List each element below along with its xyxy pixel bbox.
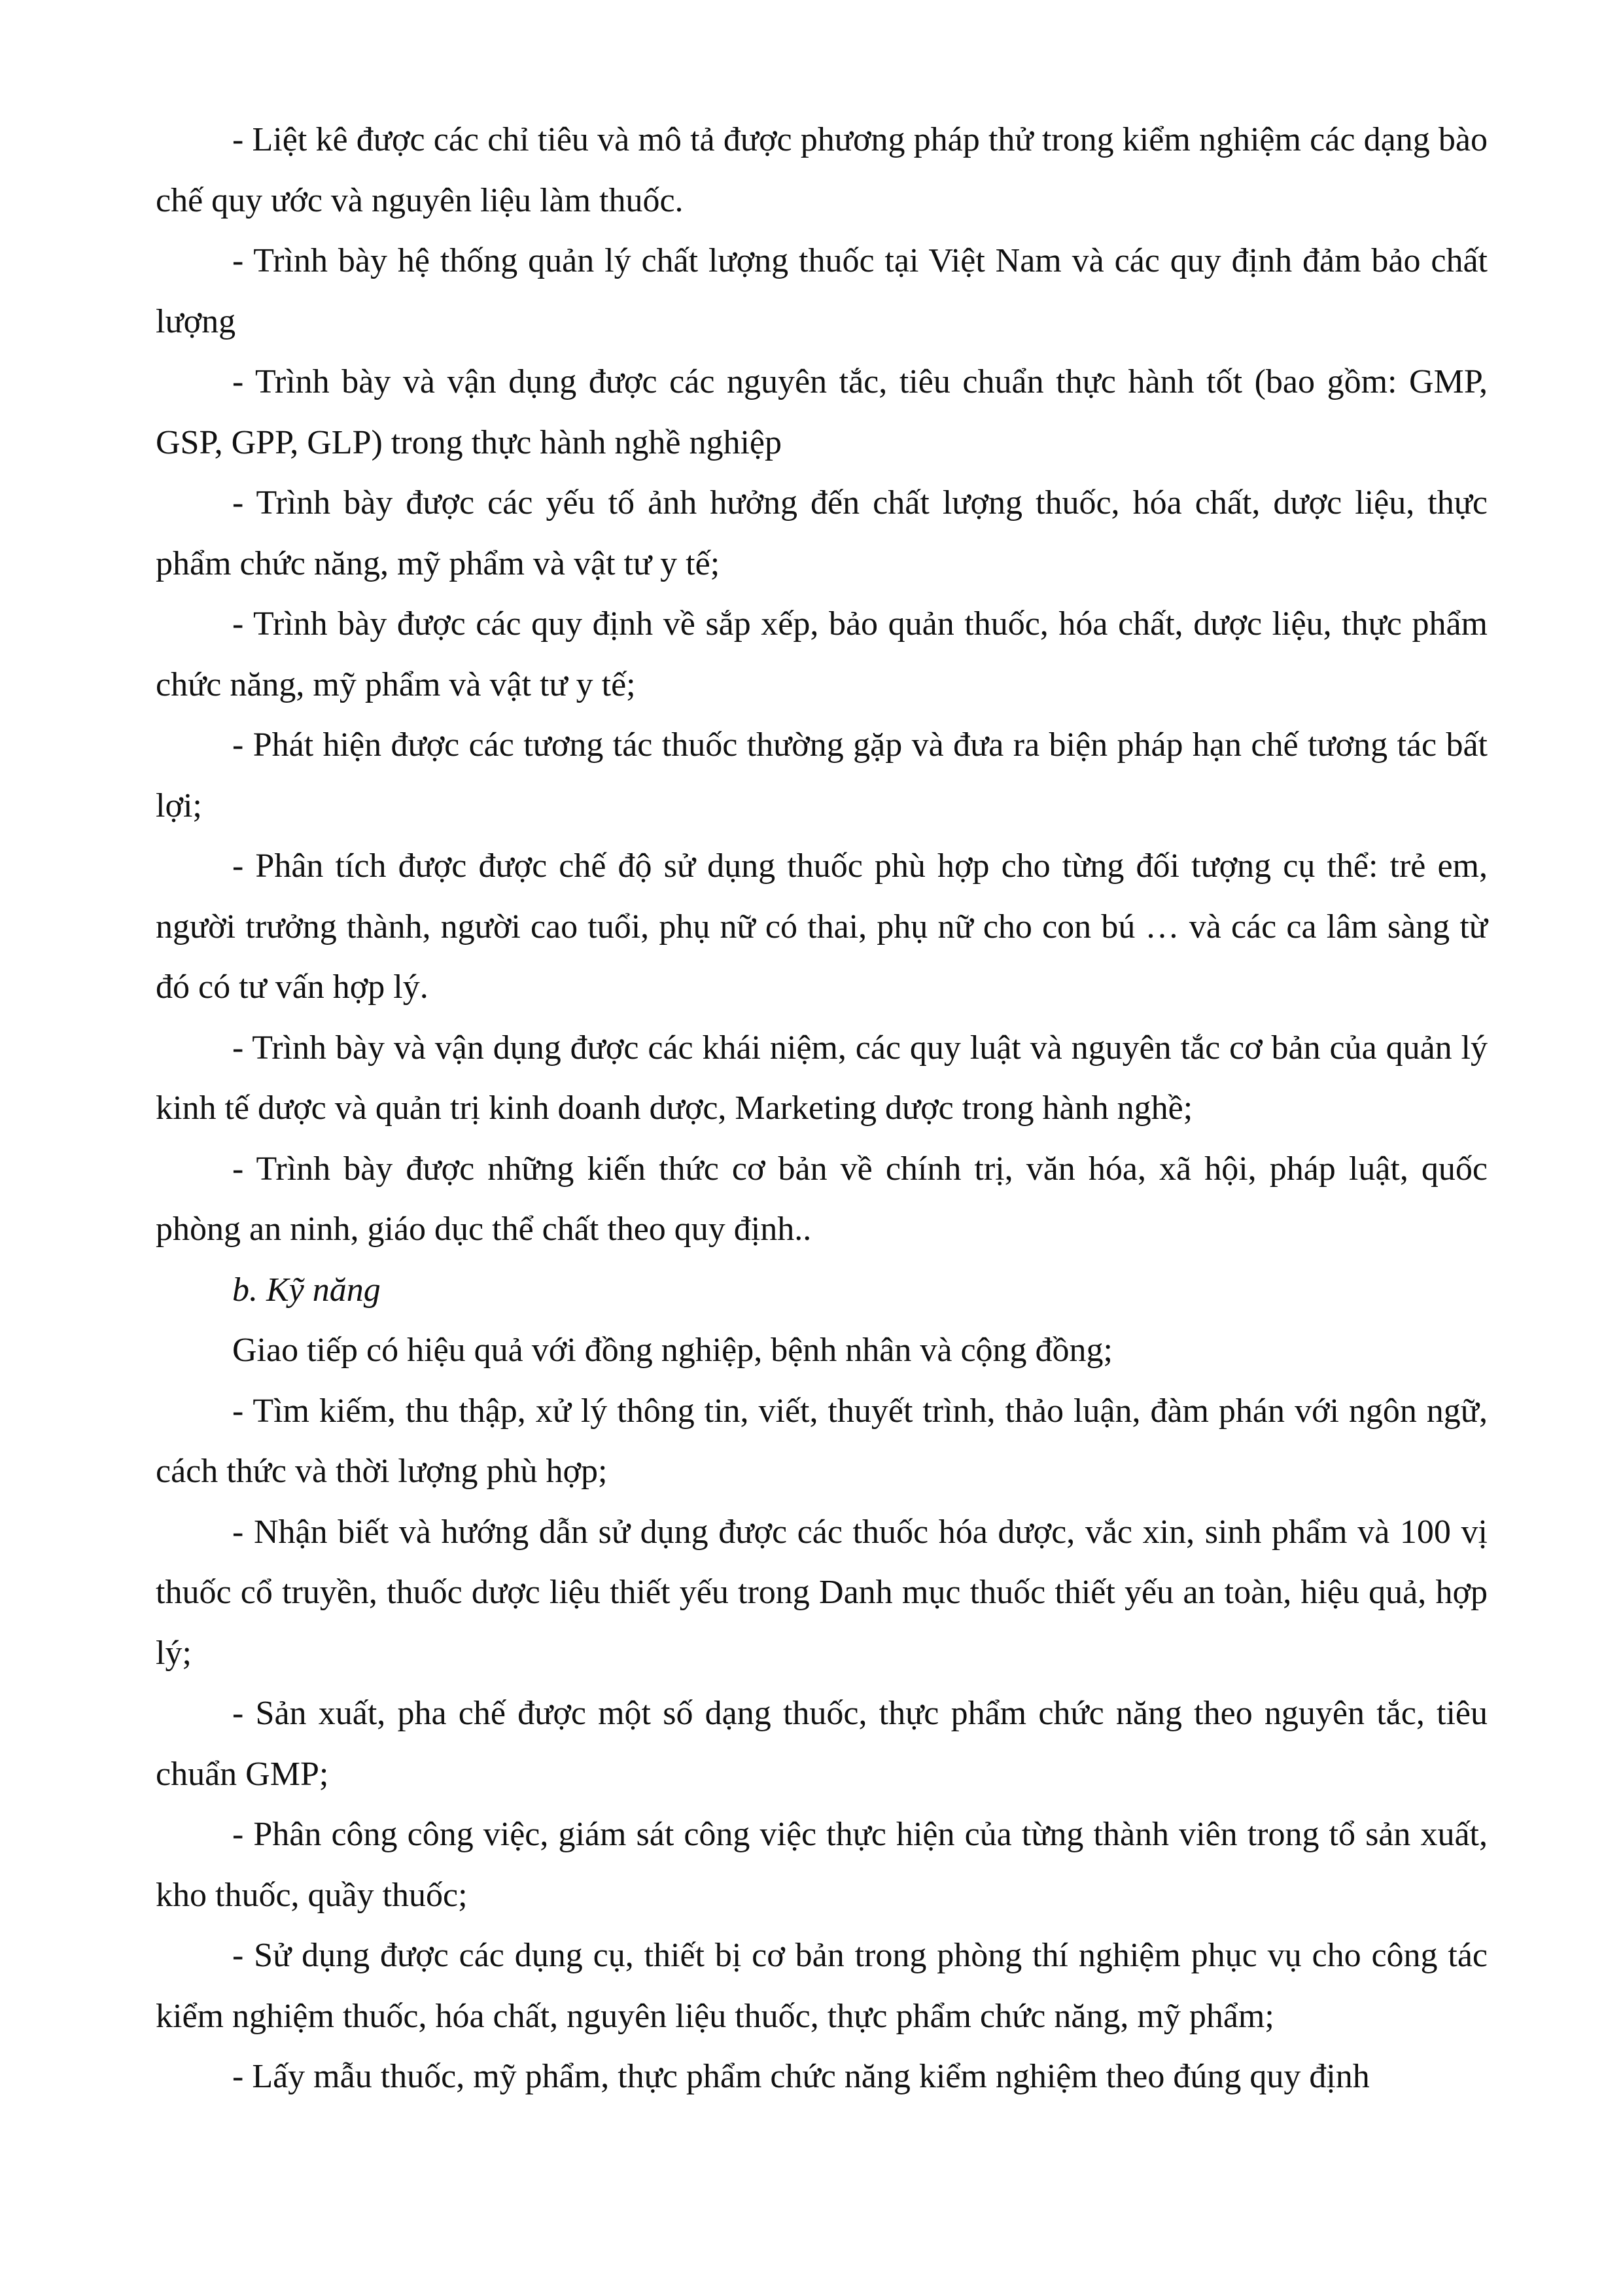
- document-page: [156, 110, 1488, 2108]
- knowledge-item: - Trình bày được các quy định về sắp xếp, bảo quản thuốc, hóa chất, dược liệu, thực phẩm chức năng, mỹ phẩm và vật tư y tế;: [156, 605, 1488, 703]
- skills-item: - Lấy mẫu thuốc, mỹ phẩm, thực phẩm chức năng kiểm nghiệm theo đúng quy định: [232, 2058, 1370, 2095]
- knowledge-item: - Liệt kê được các chỉ tiêu và mô tả được phương pháp thử trong kiểm nghiệm các dạng bào chế quy ước và nguyên liệu làm thuốc.: [156, 121, 1488, 219]
- knowledge-item: - Trình bày được các yếu tố ảnh hưởng đến chất lượng thuốc, hóa chất, dược liệu, thực phẩm chức năng, mỹ phẩm và vật tư y tế;: [156, 484, 1488, 582]
- knowledge-item: - Phát hiện được các tương tác thuốc thường gặp và đưa ra biện pháp hạn chế tương tác bất lợi;: [156, 726, 1488, 824]
- skills-item: - Sử dụng được các dụng cụ, thiết bị cơ bản trong phòng thí nghiệm phục vụ cho công tác kiểm nghiệm thuốc, hóa chất, nguyên liệu thuốc, thực phẩm chức năng, mỹ phẩm;: [156, 1937, 1488, 2035]
- section-heading-skills: b. Kỹ năng: [232, 1271, 381, 1309]
- skills-item: - Phân công công việc, giám sát công việc thực hiện của từng thành viên trong tổ sản xuất, kho thuốc, quầy thuốc;: [156, 1816, 1488, 1914]
- skills-item: - Sản xuất, pha chế được một số dạng thuốc, thực phẩm chức năng theo nguyên tắc, tiêu chuẩn GMP;: [156, 1695, 1488, 1793]
- knowledge-item: - Trình bày và vận dụng được các nguyên tắc, tiêu chuẩn thực hành tốt (bao gồm: GMP, GSP, GPP, GLP) trong thực hành nghề nghiệp: [156, 363, 1488, 461]
- knowledge-item: - Phân tích được được chế độ sử dụng thuốc phù hợp cho từng đối tượng cụ thể: trẻ em, người trưởng thành, người cao tuổi, phụ nữ có thai, phụ nữ cho con bú … và các ca lâm sàng từ đó có tư vấn hợp lý.: [156, 847, 1488, 1006]
- skills-item: - Nhận biết và hướng dẫn sử dụng được các thuốc hóa dược, vắc xin, sinh phẩm và 100 vị thuốc cổ truyền, thuốc dược liệu thiết yếu trong Danh mục thuốc thiết yếu an toàn, hiệu quả, hợp lý;: [156, 1513, 1488, 1672]
- knowledge-item: - Trình bày được những kiến thức cơ bản về chính trị, văn hóa, xã hội, pháp luật, quốc phòng an ninh, giáo dục thể chất theo quy định..: [156, 1150, 1488, 1248]
- skills-item: Giao tiếp có hiệu quả với đồng nghiệp, bệnh nhân và cộng đồng;: [232, 1332, 1113, 1369]
- knowledge-item: - Trình bày hệ thống quản lý chất lượng thuốc tại Việt Nam và các quy định đảm bảo chất lượng: [156, 242, 1488, 340]
- knowledge-item: - Trình bày và vận dụng được các khái niệm, các quy luật và nguyên tắc cơ bản của quản lý kinh tế dược và quản trị kinh doanh dược, Marketing dược trong hành nghề;: [156, 1029, 1488, 1127]
- skills-item: - Tìm kiếm, thu thập, xử lý thông tin, viết, thuyết trình, thảo luận, đàm phán với ngôn ngữ, cách thức và thời lượng phù hợp;: [156, 1392, 1488, 1490]
